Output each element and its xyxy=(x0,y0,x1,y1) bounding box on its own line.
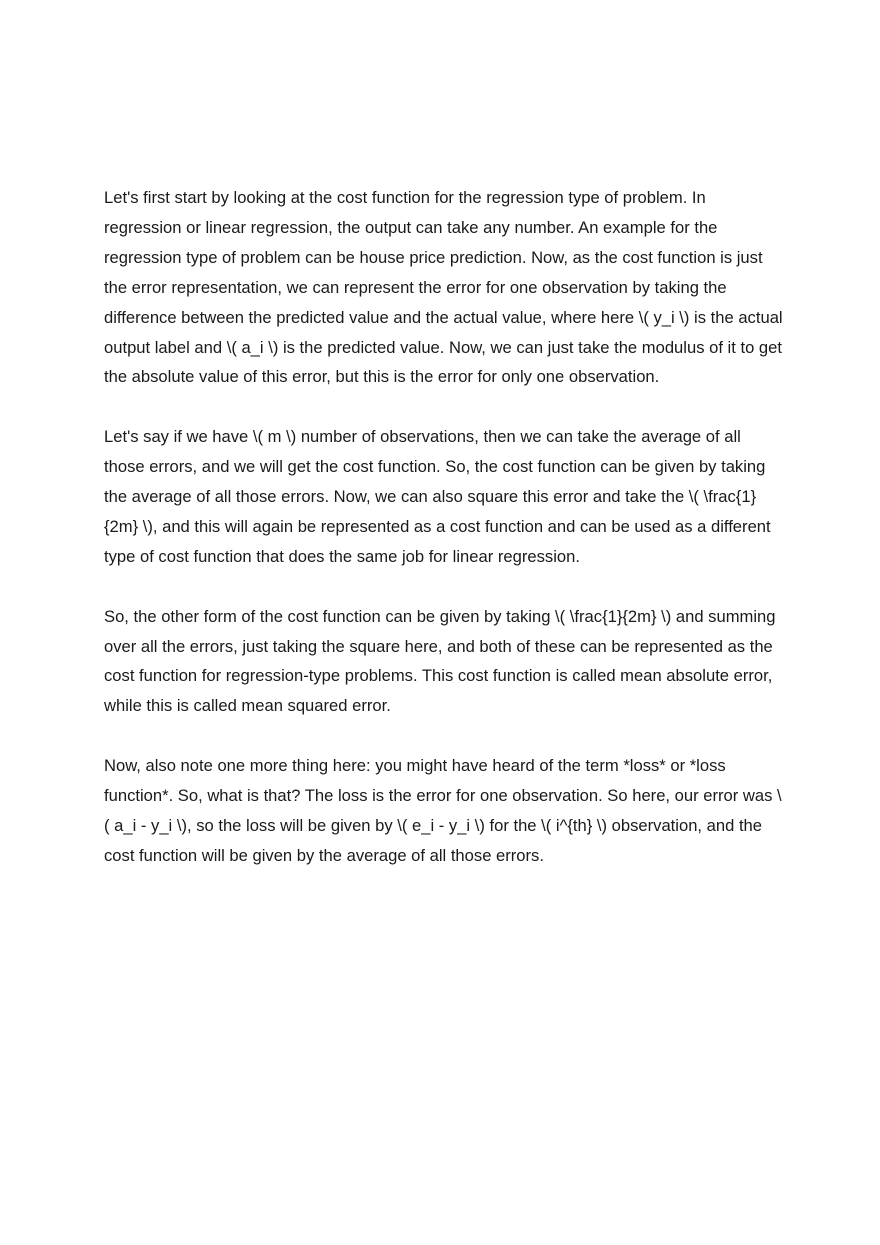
paragraph-other-form: So, the other form of the cost function can be given by taking \( \frac{1}{2m} \) and summing over all the errors, just taking the square here, and both of these can be represented as the cost function for regression-type problems. This cost function is called mean absolute error, while this is called mean squared error. xyxy=(104,606,776,716)
document-body xyxy=(104,183,784,871)
paragraph-regression-intro: Let's first start by looking at the cost function for the regression type of problem. In regression or linear regression, the output can take any number. An example for the regression type of problem can be house price prediction. Now, as the cost function is just the error representation, we can represent the error for one observation by taking the difference between the predicted value and the actual value, where here \( y_i \) is the actual output label and \( a_i \) is the predicted value. Now, we can just take the modulus of it to get the absolute value of this error, but this is the error for only one observation. xyxy=(104,188,783,387)
paragraph-loss-definition: Now, also note one more thing here: you might have heard of the term *loss* or *loss function*. So, what is that? The loss is the error for one observation. So here, our error was \( a_i - y_i \), so the loss will be given by \( e_i - y_i \) for the \( i^{th} \) observation, and the cost function will be given by the average of all those errors. xyxy=(104,756,782,865)
paragraph-average-errors: Let's say if we have \( m \) number of observations, then we can take the average of all those errors, and we will get the cost function. So, the cost function can be given by taking the average of all those errors. Now, we can also square this error and take the \( \frac{1}{2m} \), and this will again be represented as a cost function and can be used as a different type of cost function that does the same job for linear regression. xyxy=(104,427,771,566)
